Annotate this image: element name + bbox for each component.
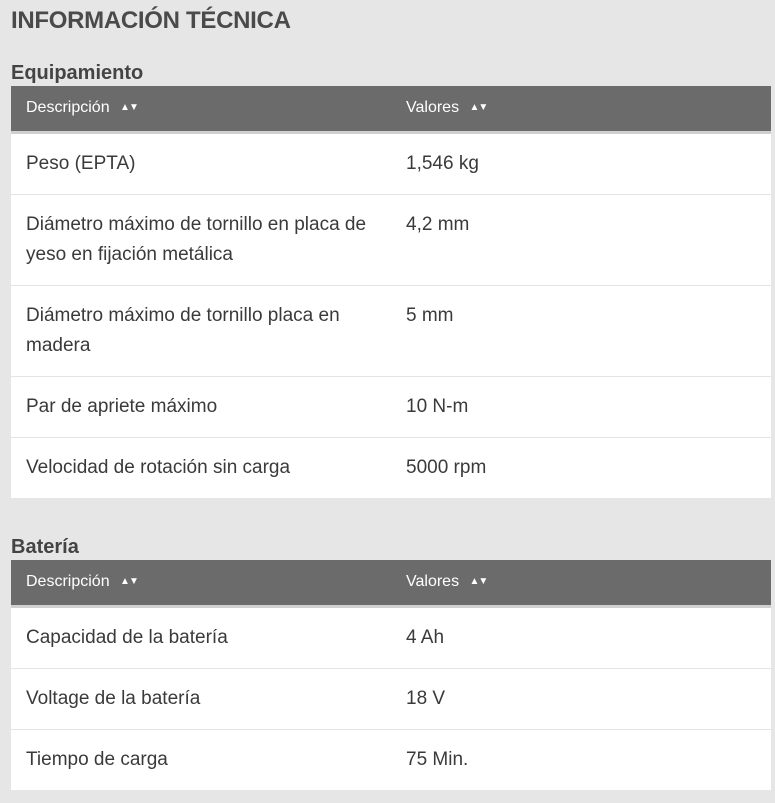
row-description: Capacidad de la batería	[11, 606, 391, 668]
row-value: 18 V	[391, 668, 771, 729]
row-value: 5 mm	[391, 285, 771, 376]
table-row	[11, 376, 771, 437]
row-description: Velocidad de rotación sin carga	[11, 437, 391, 498]
row-description: Voltage de la batería	[11, 668, 391, 729]
column-header-label: Valores	[406, 573, 460, 591]
table-row	[11, 194, 771, 285]
row-description: Tiempo de carga	[11, 729, 391, 790]
row-value: 10 N-m	[391, 376, 771, 437]
table-row	[11, 729, 771, 790]
spec-table	[11, 560, 771, 790]
column-header-label: Valores	[406, 99, 460, 117]
sort-icon[interactable]: ▲▼	[469, 101, 488, 113]
section-bateria	[11, 534, 771, 790]
row-description: Peso (EPTA)	[11, 132, 391, 194]
column-header-values[interactable]	[391, 560, 771, 606]
page-title: INFORMACIÓN TÉCNICA	[11, 7, 291, 34]
row-value: 4 Ah	[391, 606, 771, 668]
table-row	[11, 606, 771, 668]
section-title: Equipamiento	[11, 62, 144, 84]
table-row	[11, 285, 771, 376]
spec-table	[11, 86, 771, 498]
column-header-label: Descripción	[26, 573, 110, 591]
row-value: 1,546 kg	[391, 132, 771, 194]
table-row	[11, 132, 771, 194]
row-value: 5000 rpm	[391, 437, 771, 498]
column-header-description[interactable]	[11, 86, 391, 132]
sort-icon[interactable]: ▲▼	[120, 575, 138, 587]
row-description: Diámetro máximo de tornillo en placa de yeso en fijación metálica	[11, 194, 391, 285]
row-value: 4,2 mm	[391, 194, 771, 285]
column-header-description[interactable]	[11, 560, 391, 606]
sort-icon[interactable]: ▲▼	[120, 101, 138, 113]
table-row	[11, 437, 771, 498]
table-row	[11, 668, 771, 729]
row-description: Diámetro máximo de tornillo placa en madera	[11, 285, 391, 376]
table-header-row	[11, 86, 771, 132]
column-header-values[interactable]	[391, 86, 771, 132]
section-equipamiento	[11, 60, 771, 498]
row-description: Par de apriete máximo	[11, 376, 391, 437]
table-header-row	[11, 560, 771, 606]
sort-icon[interactable]: ▲▼	[469, 575, 488, 587]
section-title: Batería	[11, 536, 79, 558]
column-header-label: Descripción	[26, 99, 110, 117]
row-value: 75 Min.	[391, 729, 771, 790]
